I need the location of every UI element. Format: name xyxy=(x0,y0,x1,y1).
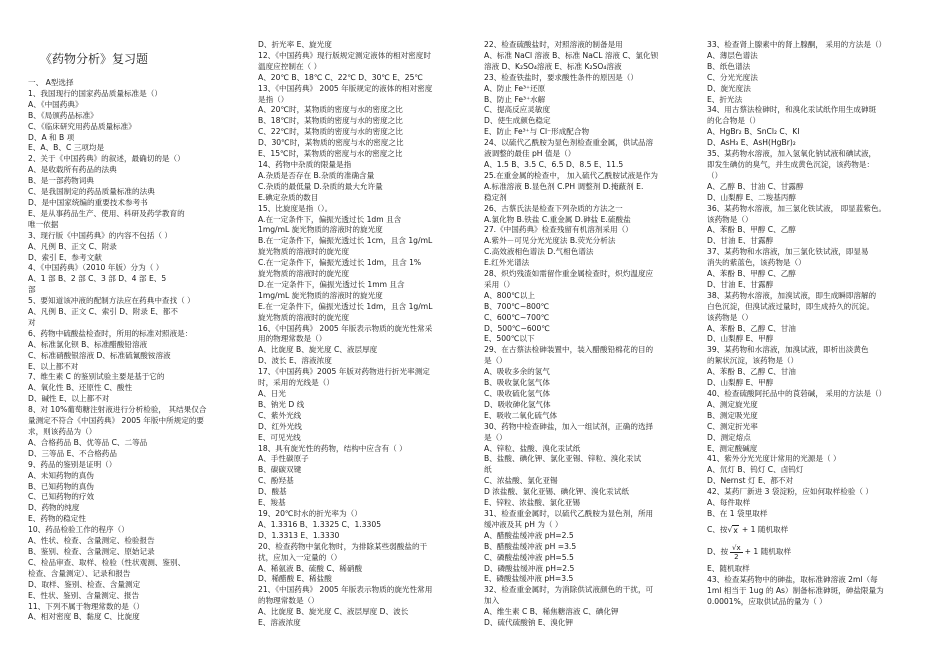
text-line: 旋光物质的溶液时的旋光度 xyxy=(258,312,350,322)
text-line: B、钠光 D 线 xyxy=(258,399,305,409)
text-line: C、紫外光线 xyxy=(258,410,302,420)
text-line: B、在 1 袋里取样 xyxy=(707,508,768,518)
text-line: E、羧基 xyxy=(258,498,286,508)
q42-option-c xyxy=(707,520,929,542)
text-line: 一、 A型选择 xyxy=(28,78,74,87)
text-line: 用的物理常数是（） xyxy=(258,334,327,344)
text-line: B、醋酸盐缓冲液 pH =3.5 xyxy=(484,541,577,551)
text-line: 液调整的最佳 pH 值是（） xyxy=(484,149,576,159)
text-line: 白色沉淀，但溴试液过量时，即生成持久的沉淀。 xyxy=(707,301,875,311)
text-line: 40、检查硫酸阿托品中的莨菪碱， 采用的方法是（） xyxy=(707,389,887,398)
text-line: 检查、含量测定）、记录和报告 xyxy=(28,568,131,578)
text-line: 是指（） xyxy=(258,94,289,104)
text-line: C、测定折光率 xyxy=(707,421,758,431)
text-line: D、磷酸盐缓冲液 pH=2.5 xyxy=(484,563,575,573)
text-line: 25.在重金属的检查中， 加入硫代乙酰胺试液是作为 xyxy=(484,170,658,180)
q42-option-d xyxy=(707,542,929,564)
text-line: 部 xyxy=(28,285,36,295)
text-line: E、吸收二氧化硫气体 xyxy=(484,410,558,420)
text-line: B、18℃时，某物质的密度与水的密度之比 xyxy=(258,116,403,126)
text-line: 30、药物中检查砷盐，加入一组试剂，正确的选择 xyxy=(484,421,654,431)
text-line: A、比旋度 B、旋光度 C、液层厚度 xyxy=(258,345,378,355)
text-line: 12、《中国药典》现行版规定测定液体的相对密度时 xyxy=(258,50,431,60)
text-line: 是（） xyxy=(484,356,507,366)
text-line: 温度应控制在（ ） xyxy=(258,61,322,71)
text-line: 17、《中国药典》2005 年版对药物进行折光率测定 xyxy=(258,367,430,377)
text-line: 43、检查某药物中的砷盐，取标准砷溶液 2ml（每 xyxy=(707,574,878,584)
text-line: 10、药品检验工作的程序（） xyxy=(28,525,129,535)
text-line: 18、具有旋光性的药物，结构中应含有（ ） xyxy=(258,443,407,453)
text-line: B.在一定条件下，偏振光透过长 1cm，且含 1g/mL xyxy=(258,236,433,246)
text-line: A、苯酚 B、乙醇 C、甘油 xyxy=(707,367,796,377)
text-line: D、吸收砷化氢气体 xyxy=(484,399,551,409)
text-line: D、30℃时，某物质的密度与水的密度之比 xyxy=(258,138,404,148)
q42c-suffix: + 1 随机取样 xyxy=(741,525,789,535)
text-line: C.杂质的最低量 D.杂质的最大允许量 xyxy=(258,181,383,191)
text-line: B、是一部药物词典 xyxy=(28,176,94,186)
text-line: 22、检查硫酸盐时，对照溶液的制备是用 xyxy=(484,40,623,49)
text-line: 38、某药物水溶液，加溴试液，即生成瞬即溶解的 xyxy=(707,290,877,300)
text-line: A、1.5 B、3.5 C、6.5 D、8.5 E、11.5 xyxy=(484,159,624,169)
text-line: C、《临床研究用药品质量标准》 xyxy=(28,121,136,131)
text-line: 扰，应加入一定量的（） xyxy=(258,552,342,562)
text-line: 7、维生素 C 的鉴别试验主要是基于它的 xyxy=(28,372,165,382)
text-line: 的物理常数是（） xyxy=(258,596,319,606)
text-line: A、性状、检查、含量测定、检验报告 xyxy=(28,536,155,546)
text-line: C、浓盐酸、氯化亚锡 xyxy=(484,476,558,486)
text-line: 14、药物中杂质的限量是指 xyxy=(258,159,352,169)
q42d-suffix: + 1 随机取样 xyxy=(744,547,792,557)
text-line: 消失的紫蓝色，该药物是（） xyxy=(707,258,806,268)
text-line: A、锌粒、盐酸、溴化汞试纸 xyxy=(484,443,581,453)
text-line: D、旋光度法 xyxy=(707,83,751,93)
text-line: 16、《中国药典》 2005 年版表示物质的旋光性常采 xyxy=(258,323,433,333)
text-line: E、折光法 xyxy=(707,94,743,104)
text-line: 23、检查铁盐时，要求酸性条件的原因是（） xyxy=(484,72,638,82)
text-line: A、未知药物的真伪 xyxy=(28,470,94,480)
text-line: A、每件取样 xyxy=(707,498,751,508)
text-line: 0.0001%，应取供试品的量为（ ） xyxy=(707,596,827,606)
text-line: E、500℃以下 xyxy=(484,334,535,344)
text-line: 1mg/mL 旋光物质的溶液时的旋光度 xyxy=(258,290,383,300)
text-line: 42、某药厂新进 3 袋淀粉，应如何取样检验（ ） xyxy=(707,487,874,497)
text-line: D、测定熔点 xyxy=(707,432,751,442)
text-line: D、三等品 E、不合格药品 xyxy=(28,448,117,458)
text-line: 加入 xyxy=(484,596,500,606)
column-2 xyxy=(258,40,476,629)
text-line: D、是中国家统编的重要技术参考书 xyxy=(28,197,148,207)
text-line: D、使生成颜色稳定 xyxy=(484,116,551,126)
text-line: 该药物是（） xyxy=(707,214,753,224)
text-line: D、折光率 E、旋光度 xyxy=(258,40,332,49)
text-line: C、吸收硫化氢气体 xyxy=(484,389,551,398)
q42d-denominator: 2 xyxy=(734,553,739,562)
column-3 xyxy=(484,40,700,629)
text-line: A、1 部 B、2 部 C、3 部 D、4 部 E、5 xyxy=(28,274,167,284)
text-line: A、标准氯化钡 B、标准醋酸铅溶液 xyxy=(28,339,148,349)
text-line: A、HgBr₂ B、SnCl₂ C、KI xyxy=(707,127,800,137)
text-line: 的絮状沉淀，该药物是（） xyxy=(707,356,799,366)
text-line: 9、药品的鉴别是证明（） xyxy=(28,459,117,469)
text-line: 时，采用的光线是（） xyxy=(258,378,334,388)
text-line: C、是我国制定的药品质量标准的法典 xyxy=(28,187,155,197)
text-line: 求，则该药品为（） xyxy=(28,427,97,436)
text-line: D、AsH₃ E、AsH(HgBr)₂ xyxy=(707,138,796,148)
text-line: C、酚羟基 xyxy=(258,476,294,486)
text-line: D、硫代硫酸钠 E、溴化钾 xyxy=(484,618,573,628)
text-line: B、测定吸光度 xyxy=(707,410,758,420)
text-line: A、稀氨液 B、硫酸 C、稀硝酸 xyxy=(258,563,363,573)
text-line: 34、用古蔡法检砷时，和溴化汞试纸作用生成砷斑 xyxy=(707,105,877,115)
text-line: 该药物是（） xyxy=(707,312,753,322)
text-line: 15、比旋度是指（）。 xyxy=(258,203,333,213)
text-line: 2、关于《中国药典》的叙述，最确切的是（） xyxy=(28,154,185,164)
text-line: C、600℃~700℃ xyxy=(484,312,550,322)
text-line: E、溶液浓度 xyxy=(258,618,301,628)
text-line: A、防止 Fe³⁺还原 xyxy=(484,83,546,93)
text-line: C.在一定条件下，偏振光透过长 1dm，且含 1% xyxy=(258,258,422,268)
text-line: 3、现行版《中国药典》的内容不包括（ ） xyxy=(28,230,172,240)
text-line: A、日光 xyxy=(258,389,286,398)
text-line: 24、以硫代乙酰胺为显色剂检查重金属，供试品溶 xyxy=(484,138,654,148)
text-line: A、《中国药典》 xyxy=(28,99,83,109)
text-line: D、碱性 E、以上都不对 xyxy=(28,394,110,404)
text-line: D、索引 E、参考文献 xyxy=(28,252,102,262)
text-line: D、取样、鉴别、检查、含量测定 xyxy=(28,579,141,589)
text-line: D、1.3313 E、1.3330 xyxy=(258,530,340,540)
column-1 xyxy=(28,78,248,623)
text-line: E.在一定条件下，偏振光透过长 1dm，且含 1g/mL xyxy=(258,301,433,311)
text-line: 37、某药物和水溶液，加三氯化铁试液，即显易 xyxy=(707,247,869,257)
text-line: A、氘灯 B、钨灯 C、卤钨灯 xyxy=(707,465,804,475)
text-line: 的化合物是（） xyxy=(707,116,761,126)
text-line: A.杂质是否存在 B.杂质的准确含量 xyxy=(258,170,375,180)
text-line: 8、对 10%葡萄糖注射液进行分析检验， 其结果仅合 xyxy=(28,405,207,415)
text-line: B、已知药物的真伪 xyxy=(28,481,94,491)
text-line: C.高效液相色谱法 D.气相色谱法 xyxy=(484,247,594,257)
text-line: B、盐酸、碘化钾、氯化亚锡、锌粒、溴化汞试 xyxy=(484,454,642,464)
text-line: A、吸收多余的氢气 xyxy=(484,367,550,377)
q42d-numerator: √x xyxy=(732,544,741,553)
text-line: 采用（） xyxy=(484,279,515,289)
text-line: B、吸收氯化氢气体 xyxy=(484,378,550,388)
text-line: 31、检查重金属时，以硫代乙酰胺为显色剂，所用 xyxy=(484,508,654,518)
text-line: D、波长 E、溶液浓度 xyxy=(258,356,332,366)
text-line: D、山梨醇 E、甲醇 xyxy=(707,378,774,388)
text-line: A、相对密度 B、黏度 C、比旋度 xyxy=(28,612,140,622)
text-line: 对 xyxy=(28,317,36,327)
text-line: E、性状、鉴别、含量测定、报告 xyxy=(28,590,140,600)
text-line: 32、检查重金属时，为消除供试液颜色的干扰，可 xyxy=(484,585,654,595)
text-line: 27.《中国药典》检查残留有机溶剂采用（） xyxy=(484,225,633,235)
text-line: D、甘油 E、甘露醇 xyxy=(707,236,774,246)
q42c-prefix: C、按 xyxy=(707,525,728,535)
text-line: E、A、B、C 三项均是 xyxy=(28,143,105,153)
text-line: C、磷酸盐缓冲液 pH=5.5 xyxy=(484,552,574,562)
text-line: D、酸基 xyxy=(258,487,287,497)
text-line: E、可见光线 xyxy=(258,432,301,442)
text-line: E、15℃时，某物质的密度与水的密度之比 xyxy=(258,149,403,159)
text-line: 13、《中国药典》 2005 年版规定的液体的相对密度 xyxy=(258,83,433,93)
text-line: 28、炽灼残渣如需留作重金属检查时，炽灼温度应 xyxy=(484,269,654,279)
text-line: C、分光光度法 xyxy=(707,72,758,82)
text-line: 4、《中国药典》（2010 年版）分为（ ） xyxy=(28,263,164,273)
q42c-radicand: x xyxy=(733,525,738,535)
text-line: E.红外光谱法 xyxy=(484,258,530,268)
text-line: E.碘定杂质的数目 xyxy=(258,192,319,202)
text-line: A、测定旋光度 xyxy=(707,399,758,409)
text-line: 19、20℃时水的折光率为（） xyxy=(258,508,362,518)
text-line: 39、某药物和水溶液，加溴试液，即析出淡黄色 xyxy=(707,345,869,355)
text-line: 21、《中国药典》 2005 年版表示物质的旋光性常用 xyxy=(258,585,433,595)
text-line: D 浓盐酸、氯化亚锡、碘化钾、溴化汞试纸 xyxy=(484,487,629,497)
text-line: C、已知药物的疗效 xyxy=(28,492,95,502)
text-line: E、药物的稳定性 xyxy=(28,514,86,524)
text-line: 35、某药物水溶液，加入氢氧化钠试液和碘试液， xyxy=(707,149,877,159)
text-line: A、苯酚 B、乙醇 C、甘油 xyxy=(707,323,796,333)
text-line: A、凡例 B、正文 C、索引 D、附录 E、都不 xyxy=(28,307,178,317)
text-line: A、醋酸盐缓冲液 pH=2.5 xyxy=(484,530,574,540)
column-4 xyxy=(707,40,929,608)
text-line: D、甘油 E、甘露醇 xyxy=(707,279,774,289)
text-line: D、山梨醇 E、二羧基丙醇 xyxy=(707,192,796,202)
text-line: 溶液 D、K₂SO₄溶液 E、标准 K₂SO₄溶液 xyxy=(484,61,622,71)
text-line: A、乙醇 B、甘油 C、甘露醇 xyxy=(707,181,804,191)
text-line: C、标准硝酸银溶液 D、标准硫氰酸铵溶液 xyxy=(28,350,171,360)
text-line: E、防止 Fe³⁺与 Cl⁻形成配合物 xyxy=(484,127,590,137)
text-line: E、锌粒、浓盐酸、氯化亚锡 xyxy=(484,498,580,508)
text-line: 20、检查药物中氯化物时，为排除某些弱酸盐的干 xyxy=(258,541,428,551)
text-line: D、山梨醇 E、甲醇 xyxy=(707,334,774,344)
text-line: A.在一定条件下，偏振光透过长 1dm 且含 xyxy=(258,214,402,224)
text-line: A、标准 NaCl 溶液 B、标准 NaCL 溶液 C、氯化钡 xyxy=(484,50,659,60)
text-line: A、苯酚 B、甲醇 C、乙醇 xyxy=(707,225,796,235)
text-line: 41、紫外分光光度计常用的光源是（ ） xyxy=(707,454,841,464)
text-line: E、以上都不对 xyxy=(28,361,79,371)
text-line: D、稀醋酸 E、稀盐酸 xyxy=(258,574,332,584)
text-line: A、氧化性 B、还原性 C、酸性 xyxy=(28,383,133,393)
text-line: A、合格药品 B、优等品 C、二等品 xyxy=(28,437,148,447)
text-line: 旋光物质的溶液时的旋光度 xyxy=(258,247,350,257)
text-line: D、Nernst 灯 E、都不对 xyxy=(707,476,794,486)
text-line: A、800℃以上 xyxy=(484,290,535,300)
text-line: 稳定剂 xyxy=(484,192,507,202)
text-line: A、薄层色谱法 xyxy=(707,50,758,60)
text-line: A、凡例 B、正文 C、附录 xyxy=(28,241,117,251)
text-line: A、维生素 C B、稀焦糖溶液 C、碘化钾 xyxy=(484,607,619,617)
text-line: 量测定不符合《中国药典》 2005 年版中所规定的要 xyxy=(28,416,205,426)
text-line: B、纸色谱法 xyxy=(707,61,751,71)
text-line: D、药物的纯度 xyxy=(28,503,80,513)
text-line: E、测定酸碱度 xyxy=(707,443,758,453)
text-line: B、防止 Fe³⁺水解 xyxy=(484,94,546,104)
text-line: A、1.3316 B、1.3325 C、1.3305 xyxy=(258,519,382,529)
text-line: B、700℃~800℃ xyxy=(484,301,550,311)
text-line: 5、要知道该冲液的配制方法应在药典中查找（ ） xyxy=(28,296,195,306)
text-line: 唯一依据 xyxy=(28,219,59,229)
text-line: D、500℃~600℃ xyxy=(484,323,550,333)
text-line: 36、某药物水溶液，加三氯化铁试液， 即显蓝紫色。 xyxy=(707,203,887,213)
text-line: 6、药物中硫酸盐检查时，所用的标准对照液是： xyxy=(28,328,193,338)
text-line: 11、下列不属于物理常数的是（） xyxy=(28,601,144,611)
q42d-fraction xyxy=(730,544,743,561)
text-line: 1mg/mL 旋光物质的溶液时的旋光度 xyxy=(258,225,383,235)
text-line: A、手性碳原子 xyxy=(258,454,309,464)
text-line: B、碳碳双键 xyxy=(258,465,302,475)
text-line: 1、我国现行的国家药品质量标准是（） xyxy=(28,88,162,98)
text-line: E、磷酸盐缓冲液 pH=3.5 xyxy=(484,574,574,584)
column-4-top xyxy=(707,40,929,520)
text-line: 是（） xyxy=(484,432,507,442)
text-line: D、A 和 B 项 xyxy=(28,132,75,142)
document-title: 《药物分析》复习题 xyxy=(40,52,149,66)
text-line: 旋光物质的溶液时的旋光度 xyxy=(258,269,350,279)
text-line: A、是收载所有药品的法典 xyxy=(28,165,117,175)
text-line: E、随机取样 xyxy=(707,563,750,573)
text-line: A、比旋度 B、旋光度 C、液层厚度 D、波长 xyxy=(258,607,409,617)
text-line: A、苯酚 B、甲醇 C、乙醇 xyxy=(707,269,796,279)
text-line: A.紫外－可见分光光度法 B.荧光分析法 xyxy=(484,236,616,246)
text-line: A.标准溶液 B.显色剂 C.PH 调整剂 D.掩蔽剂 E. xyxy=(484,181,644,191)
text-line: B、鉴别、检查、含量测定、原始记录 xyxy=(28,546,155,556)
text-line: B、《局颁药品标准》 xyxy=(28,110,98,120)
text-line: E、是从事药品生产、使用、科研及药学教育的 xyxy=(28,208,185,218)
text-line: 29、在古蔡法检砷装置中，装入醋酸铅棉花的目的 xyxy=(484,345,654,355)
text-line: 26、古蔡氏法是检查下列杂质的方法之一 xyxy=(484,203,623,213)
text-line: 纸 xyxy=(484,465,492,475)
text-line: 即发生碘仿的臭气，并生成黄色沉淀，该药物是： xyxy=(707,159,875,169)
text-line: C、22℃时，某物质的密度与水的密度之比 xyxy=(258,127,403,137)
text-line: A.氯化物 B.铁盐 C.重金属 D.砷盐 E.硫酸盐 xyxy=(484,214,631,224)
text-line: D.在一定条件下，偏振光透过长 1mm 且含 xyxy=(258,279,405,289)
text-line: A、20℃ B、18℃ C、22℃ D、30℃ E、25℃ xyxy=(258,72,423,82)
text-line: A、20℃时，某物质的密度与水的密度之比 xyxy=(258,105,403,115)
text-line: C、检品审查、取样、检验（性状观测、鉴别、 xyxy=(28,557,186,567)
text-line: 缓冲液及其 pH 为（ ） xyxy=(484,519,563,529)
q42d-prefix: D、按 xyxy=(707,547,729,557)
text-line: （） xyxy=(707,170,723,180)
column-4-bottom xyxy=(707,564,929,608)
text-line: D、红外光线 xyxy=(258,421,302,431)
text-line: C、提高反应灵敏度 xyxy=(484,105,551,115)
sqrt-symbol: √ xyxy=(727,525,733,535)
text-line: 1ml 相当于 1ug 的 As）制备标准砷斑，砷盐限量为 xyxy=(707,585,884,595)
text-line: 33、检查肾上腺素中的肾上腺酮， 采用的方法是（） xyxy=(707,40,887,49)
